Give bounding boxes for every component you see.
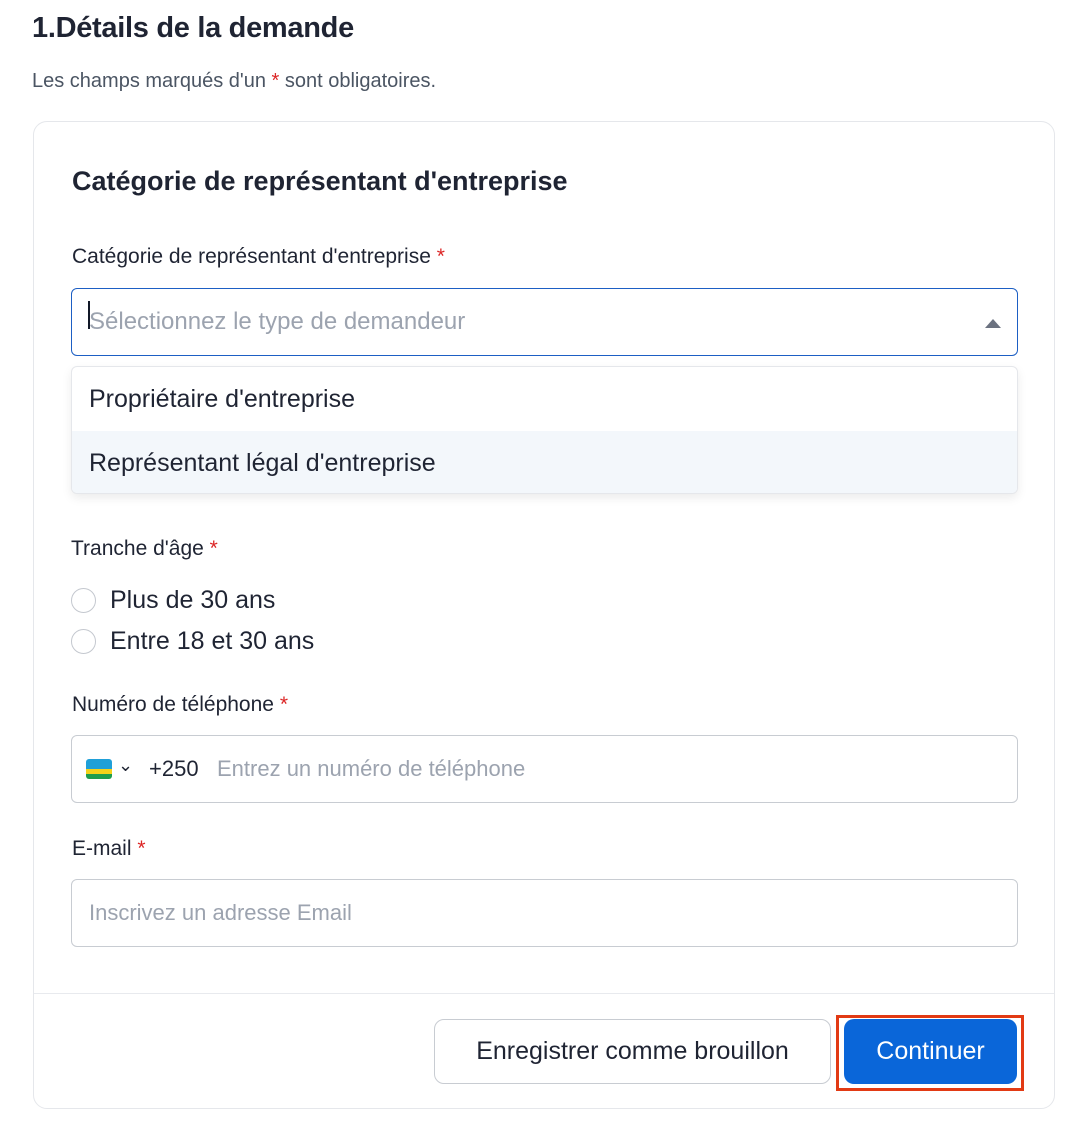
category-dropdown bbox=[71, 366, 1018, 494]
dial-code: +250 bbox=[149, 756, 199, 781]
radio-button[interactable] bbox=[71, 629, 96, 654]
chevron-down-icon[interactable]: ⌄ bbox=[118, 755, 134, 775]
dropdown-option-legal-rep[interactable]: Représentant légal d'entreprise bbox=[72, 431, 1017, 494]
email-input[interactable] bbox=[71, 879, 1018, 947]
dropdown-option-owner[interactable]: Propriétaire d'entreprise bbox=[89, 385, 356, 413]
required-asterisk: * bbox=[137, 837, 146, 860]
highlight-box bbox=[836, 1015, 1024, 1091]
category-label bbox=[72, 245, 445, 269]
footer-divider bbox=[34, 993, 1054, 994]
required-asterisk: * bbox=[436, 245, 445, 268]
required-fields-note bbox=[32, 70, 436, 93]
category-select[interactable] bbox=[71, 288, 1018, 356]
phone-label bbox=[72, 693, 288, 717]
email-label bbox=[72, 837, 146, 861]
email-label-text: E-mail bbox=[72, 837, 132, 860]
required-asterisk: * bbox=[271, 70, 280, 92]
rwanda-flag-icon[interactable] bbox=[86, 759, 112, 779]
card-title: Catégorie de représentant d'entreprise bbox=[72, 166, 568, 196]
radio-label[interactable]: Entre 18 et 30 ans bbox=[110, 627, 315, 655]
radio-option-over-30[interactable] bbox=[71, 586, 275, 615]
required-asterisk: * bbox=[209, 537, 218, 560]
phone-input[interactable] bbox=[71, 735, 1018, 803]
continue-button[interactable]: Continuer bbox=[844, 1019, 1017, 1084]
page-title: 1.Détails de la demande bbox=[32, 12, 354, 44]
age-label bbox=[71, 537, 218, 561]
form-card bbox=[33, 121, 1055, 1109]
email-placeholder: Inscrivez un adresse Email bbox=[89, 900, 352, 925]
radio-option-18-30[interactable] bbox=[71, 627, 314, 656]
category-label-text: Catégorie de représentant d'entreprise bbox=[72, 245, 431, 268]
phone-placeholder: Entrez un numéro de téléphone bbox=[217, 756, 526, 781]
radio-button[interactable] bbox=[71, 588, 96, 613]
note-suffix: sont obligatoires. bbox=[284, 70, 437, 92]
radio-label[interactable]: Plus de 30 ans bbox=[110, 586, 276, 614]
age-label-text: Tranche d'âge bbox=[71, 537, 204, 560]
caret-up-icon[interactable] bbox=[985, 319, 1001, 328]
phone-label-text: Numéro de téléphone bbox=[72, 693, 274, 716]
required-asterisk: * bbox=[279, 693, 289, 716]
category-select-placeholder: Sélectionnez le type de demandeur bbox=[89, 308, 466, 335]
note-prefix: Les champs marqués d'un bbox=[32, 70, 266, 92]
save-draft-button[interactable]: Enregistrer comme brouillon bbox=[434, 1019, 831, 1084]
